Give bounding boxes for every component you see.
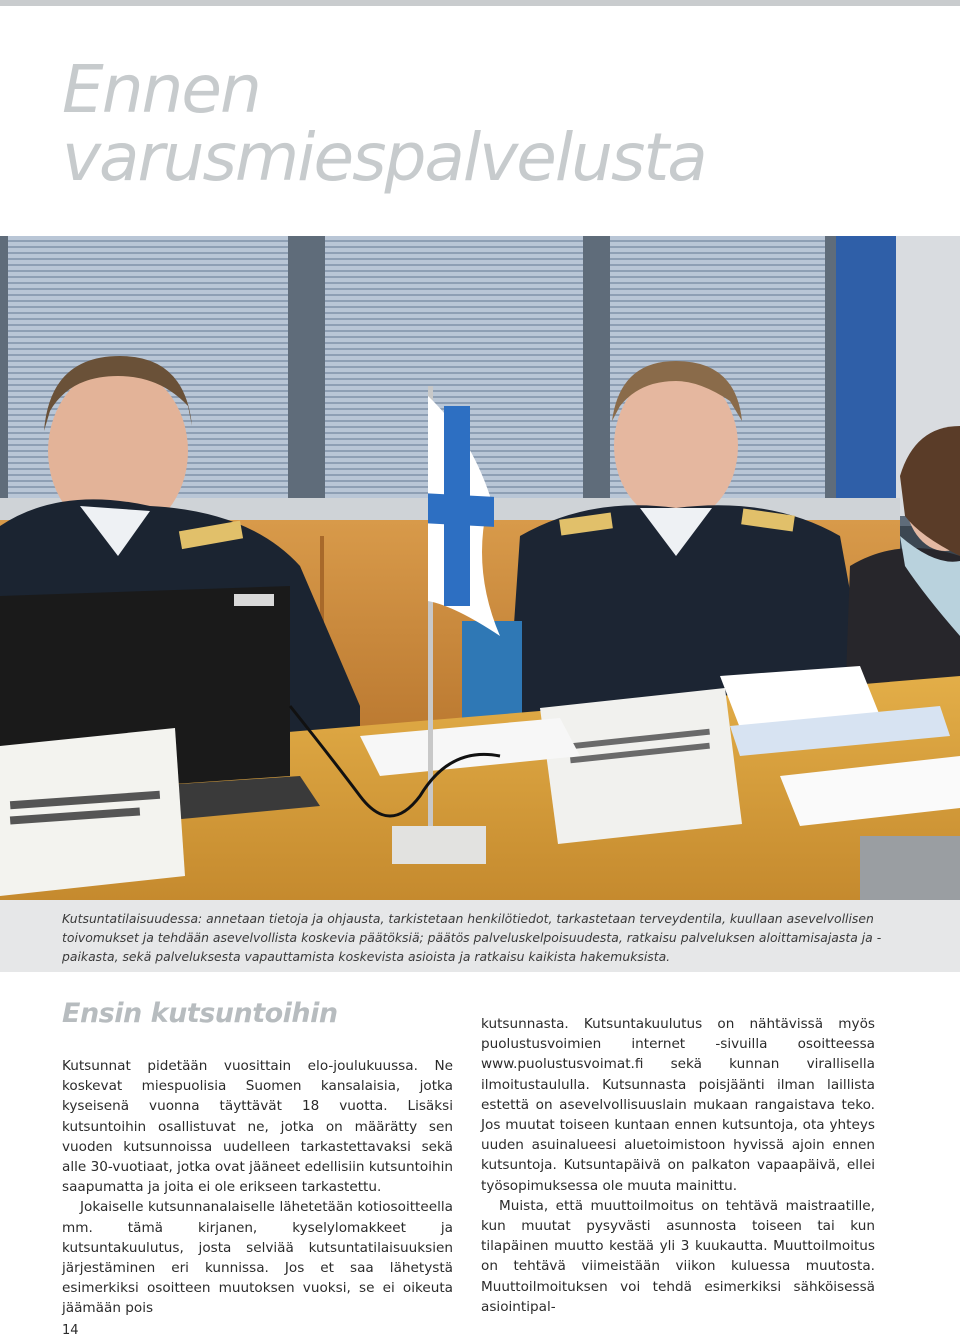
- right-paragraph-2: Muista, että muuttoilmoitus on tehtävä maistraatille, kun muutat pysyvästi asunnosta toiseen tai kun tilapäinen muutto kestää yli 3 kuukautta. Muuttoilmoitus on tehtävä viimeistään viikon kuluessa muutosta. Muuttoilmoituksen voi tehdä esimerkiksi sähköisessä asiointipal-: [481, 1197, 875, 1315]
- section-heading: Ensin kutsuntoihin: [62, 998, 338, 1029]
- top-rule: [0, 0, 960, 6]
- right-paragraph-1: kutsunnasta. Kutsuntakuulutus on nähtävissä myös puolustusvoimien internet -sivuilla osoitteessa www.puolustusvoimat.fi sekä kunnan virallisella ilmoitustaululla. Kutsunnasta poisjäänti ilman laillista estettä on asevelvollisuuslain mukaan rangaistava teko. Jos muutat toiseen kuntaan ennen kutsuntoja, ota yhteys uuden asuinalueesi aluetoimistoon hyvissä ajoin ennen kutsuntoja. Kutsuntapäivä on palkaton vapaapäivä, ellei työsopimuksessa ole muuta mainittu.: [481, 1016, 875, 1194]
- kutsunta-photo: [0, 236, 960, 900]
- left-paragraph-1: Kutsunnat pidetään vuosittain elo-joulukuussa. Ne koskevat miespuolisia Suomen kansalaisia, jotka kyseisenä vuonna täyttävät 18 vuotta. Lisäksi kutsuntoihin osallistuvat ne, jotka on määrätty sen vuoden kutsunnoissa uudelleen tarkastettavaksi sekä alle 30-vuotiaat, jotka ovat jääneet edellisiin kutsuntoihin saapumatta ja joita ei ole erikseen tarkastettu.: [62, 1058, 454, 1196]
- photo-caption: Kutsuntatilaisuudessa: annetaan tietoja ja ohjausta, tarkistetaan henkilötiedot, tarkastetaan terveydentila, kuullaan asevelvollisen toivomukset ja tehdään asevelvollista koskevia päätöksiä; päätös palveluskelpoisuudesta, ratkaisu palveluksen aloittamisajasta ja -paikasta, sekä palveluksesta vapauttamista koskevista asioista ja ratkaisu kaikista hakemuksista.: [62, 911, 882, 964]
- right-column: [481, 1014, 875, 1317]
- left-paragraph-2: Jokaiselle kutsunnanalaiselle lähetetään kotiosoitteella mm. tämä kirjanen, kyselylomakkeet ja kutsuntakuulutus, josta selviää kutsuntatilaisuuksien järjestäminen eri kunnissa. Jos et saa lähetystä esimerkiksi osoitteen muutoksen vuoksi, se ei oikeuta jäämään pois: [62, 1199, 453, 1317]
- page-title-line-2: varusmiespalvelusta: [62, 119, 706, 196]
- left-column: [62, 1056, 453, 1319]
- page-title-line-1: Ennen: [62, 51, 260, 128]
- page-number: 14: [62, 1323, 79, 1338]
- page-title: [62, 51, 706, 196]
